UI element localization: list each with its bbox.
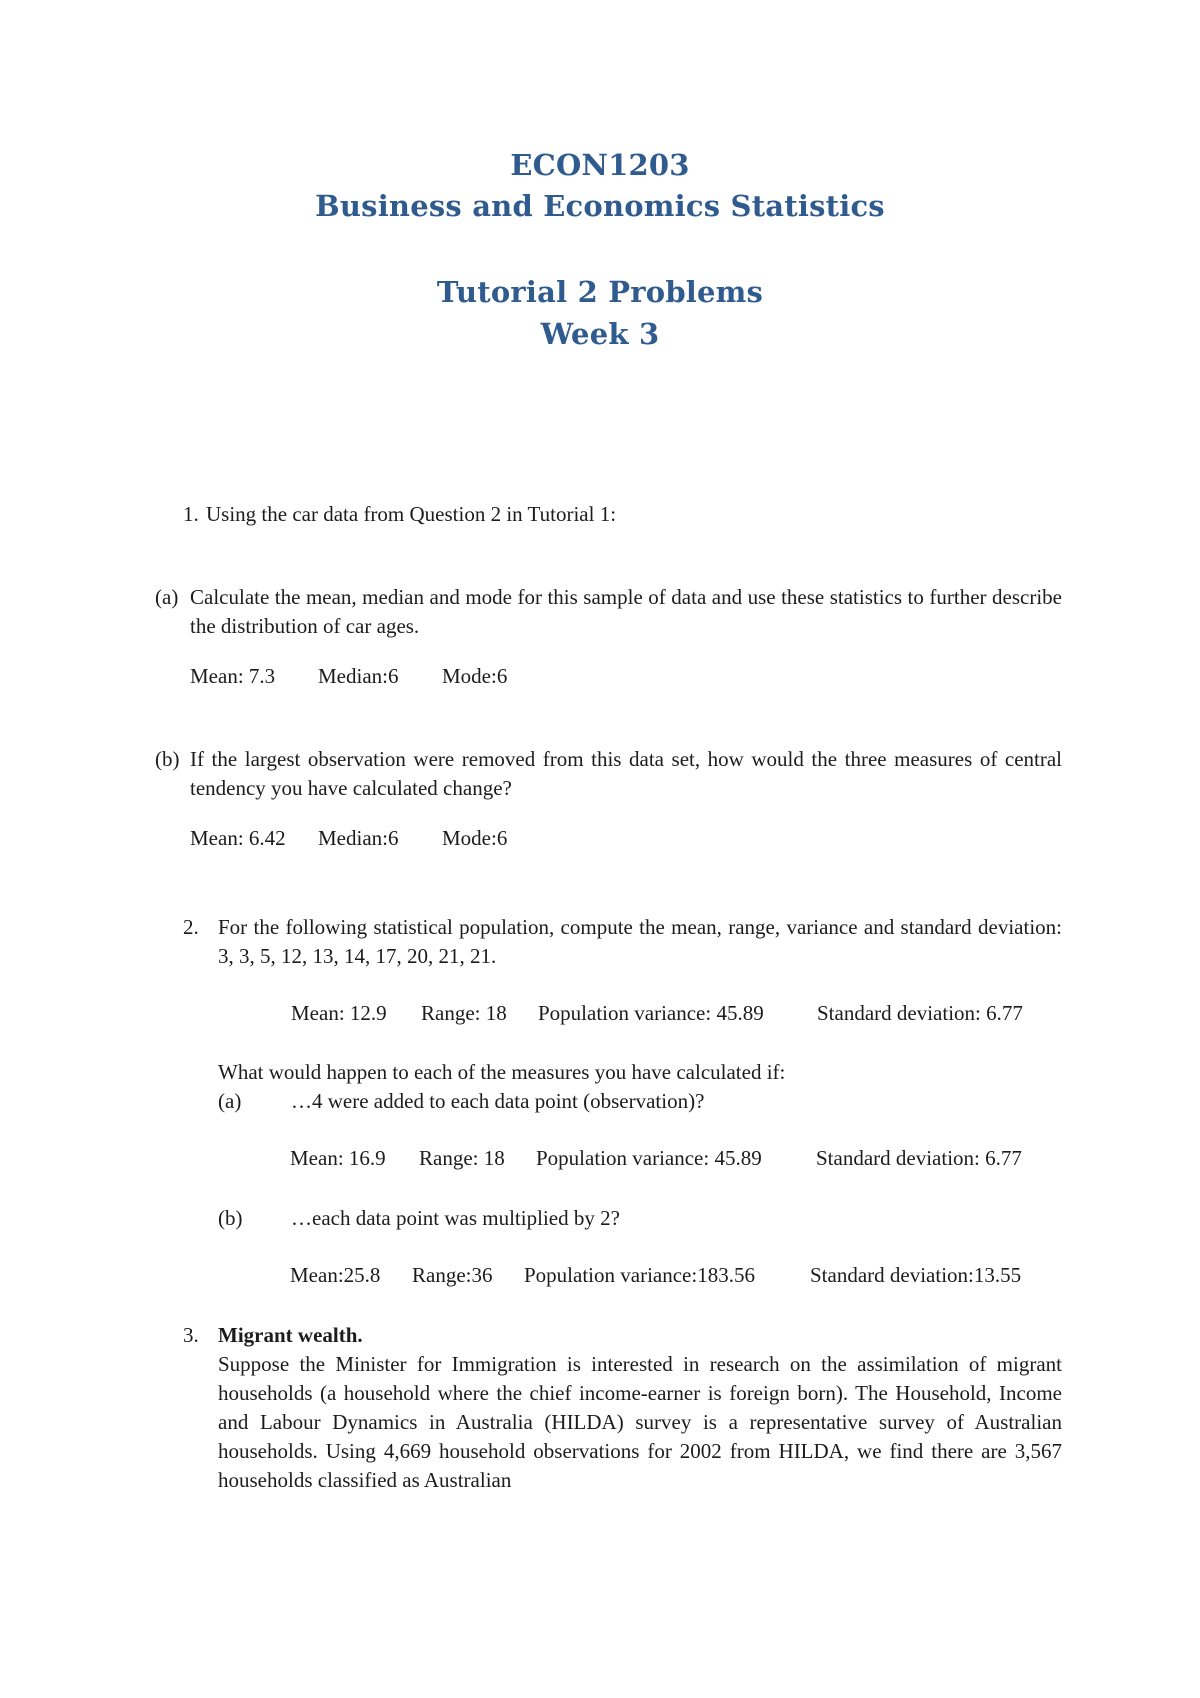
q2a-variance: Population variance: 45.89 — [536, 1146, 762, 1170]
question-2-number: 2. — [183, 915, 199, 939]
question-2b-marker: (b) — [218, 1206, 243, 1230]
q2a-range: Range: 18 — [419, 1146, 505, 1170]
question-1b-text: If the largest observation were removed from this data set, how would the three measures of central tendency you have calculated change? — [190, 747, 1062, 800]
question-1-number: 1. — [183, 502, 199, 526]
question-1-text: Using the car data from Question 2 in Tutorial 1: — [206, 502, 617, 526]
question-1a-text: Calculate the mean, median and mode for this sample of data and use these statistics to further describe the distribution of car ages. — [190, 585, 1062, 638]
q2a-mean: Mean: 16.9 — [290, 1146, 386, 1170]
q2-mean: Mean: 12.9 — [291, 1001, 387, 1025]
q2b-standard-deviation: Standard deviation:13.55 — [810, 1263, 1022, 1287]
q1a-median: Median:6 — [318, 664, 399, 688]
q1a-mean: Mean: 7.3 — [190, 664, 276, 688]
tutorial-title: Tutorial 2 Problems — [436, 275, 764, 309]
q2b-range: Range:36 — [412, 1263, 493, 1287]
question-2b-text: …each data point was multiplied by 2? — [291, 1206, 620, 1230]
q2-standard-deviation: Standard deviation: 6.77 — [817, 1001, 1023, 1025]
question-2a-text: …4 were added to each data point (observation)? — [291, 1089, 705, 1113]
q2-range: Range: 18 — [421, 1001, 507, 1025]
question-2-text: For the following statistical population, compute the mean, range, variance and standard deviation: 3, 3, 5, 12, 13, 14, 17, 20, 21, 21. — [218, 915, 1062, 968]
q1a-mode: Mode:6 — [442, 664, 508, 688]
course-title: Business and Economics Statistics — [315, 189, 885, 223]
q1b-median: Median:6 — [318, 826, 399, 850]
week-label: Week 3 — [540, 317, 660, 351]
question-1b-marker: (b) — [155, 747, 180, 771]
q2b-variance: Population variance:183.56 — [524, 1263, 755, 1287]
question-2a-marker: (a) — [218, 1089, 242, 1113]
question-3-text: Suppose the Minister for Immigration is interested in research on the assimilation of migrant households (a household where the chief income-earner is foreign born). The Household, Income and Labour Dynamics in Australia (HILDA) survey is a representative survey of Australian households. Using 4,669 household observations for 2002 from HILDA, we find there are 3,567 households classified as Australian — [218, 1352, 1062, 1492]
question-3-number: 3. — [183, 1323, 199, 1347]
question-3-heading: Migrant wealth. — [218, 1323, 363, 1347]
question-2-followup: What would happen to each of the measures you have calculated if: — [218, 1060, 786, 1084]
q1b-mean: Mean: 6.42 — [190, 826, 286, 850]
q2b-mean: Mean:25.8 — [290, 1263, 381, 1287]
q2-variance: Population variance: 45.89 — [538, 1001, 764, 1025]
course-code: ECON1203 — [510, 148, 690, 182]
q1b-mode: Mode:6 — [442, 826, 508, 850]
question-1a-marker: (a) — [155, 585, 179, 609]
q2a-standard-deviation: Standard deviation: 6.77 — [816, 1146, 1022, 1170]
